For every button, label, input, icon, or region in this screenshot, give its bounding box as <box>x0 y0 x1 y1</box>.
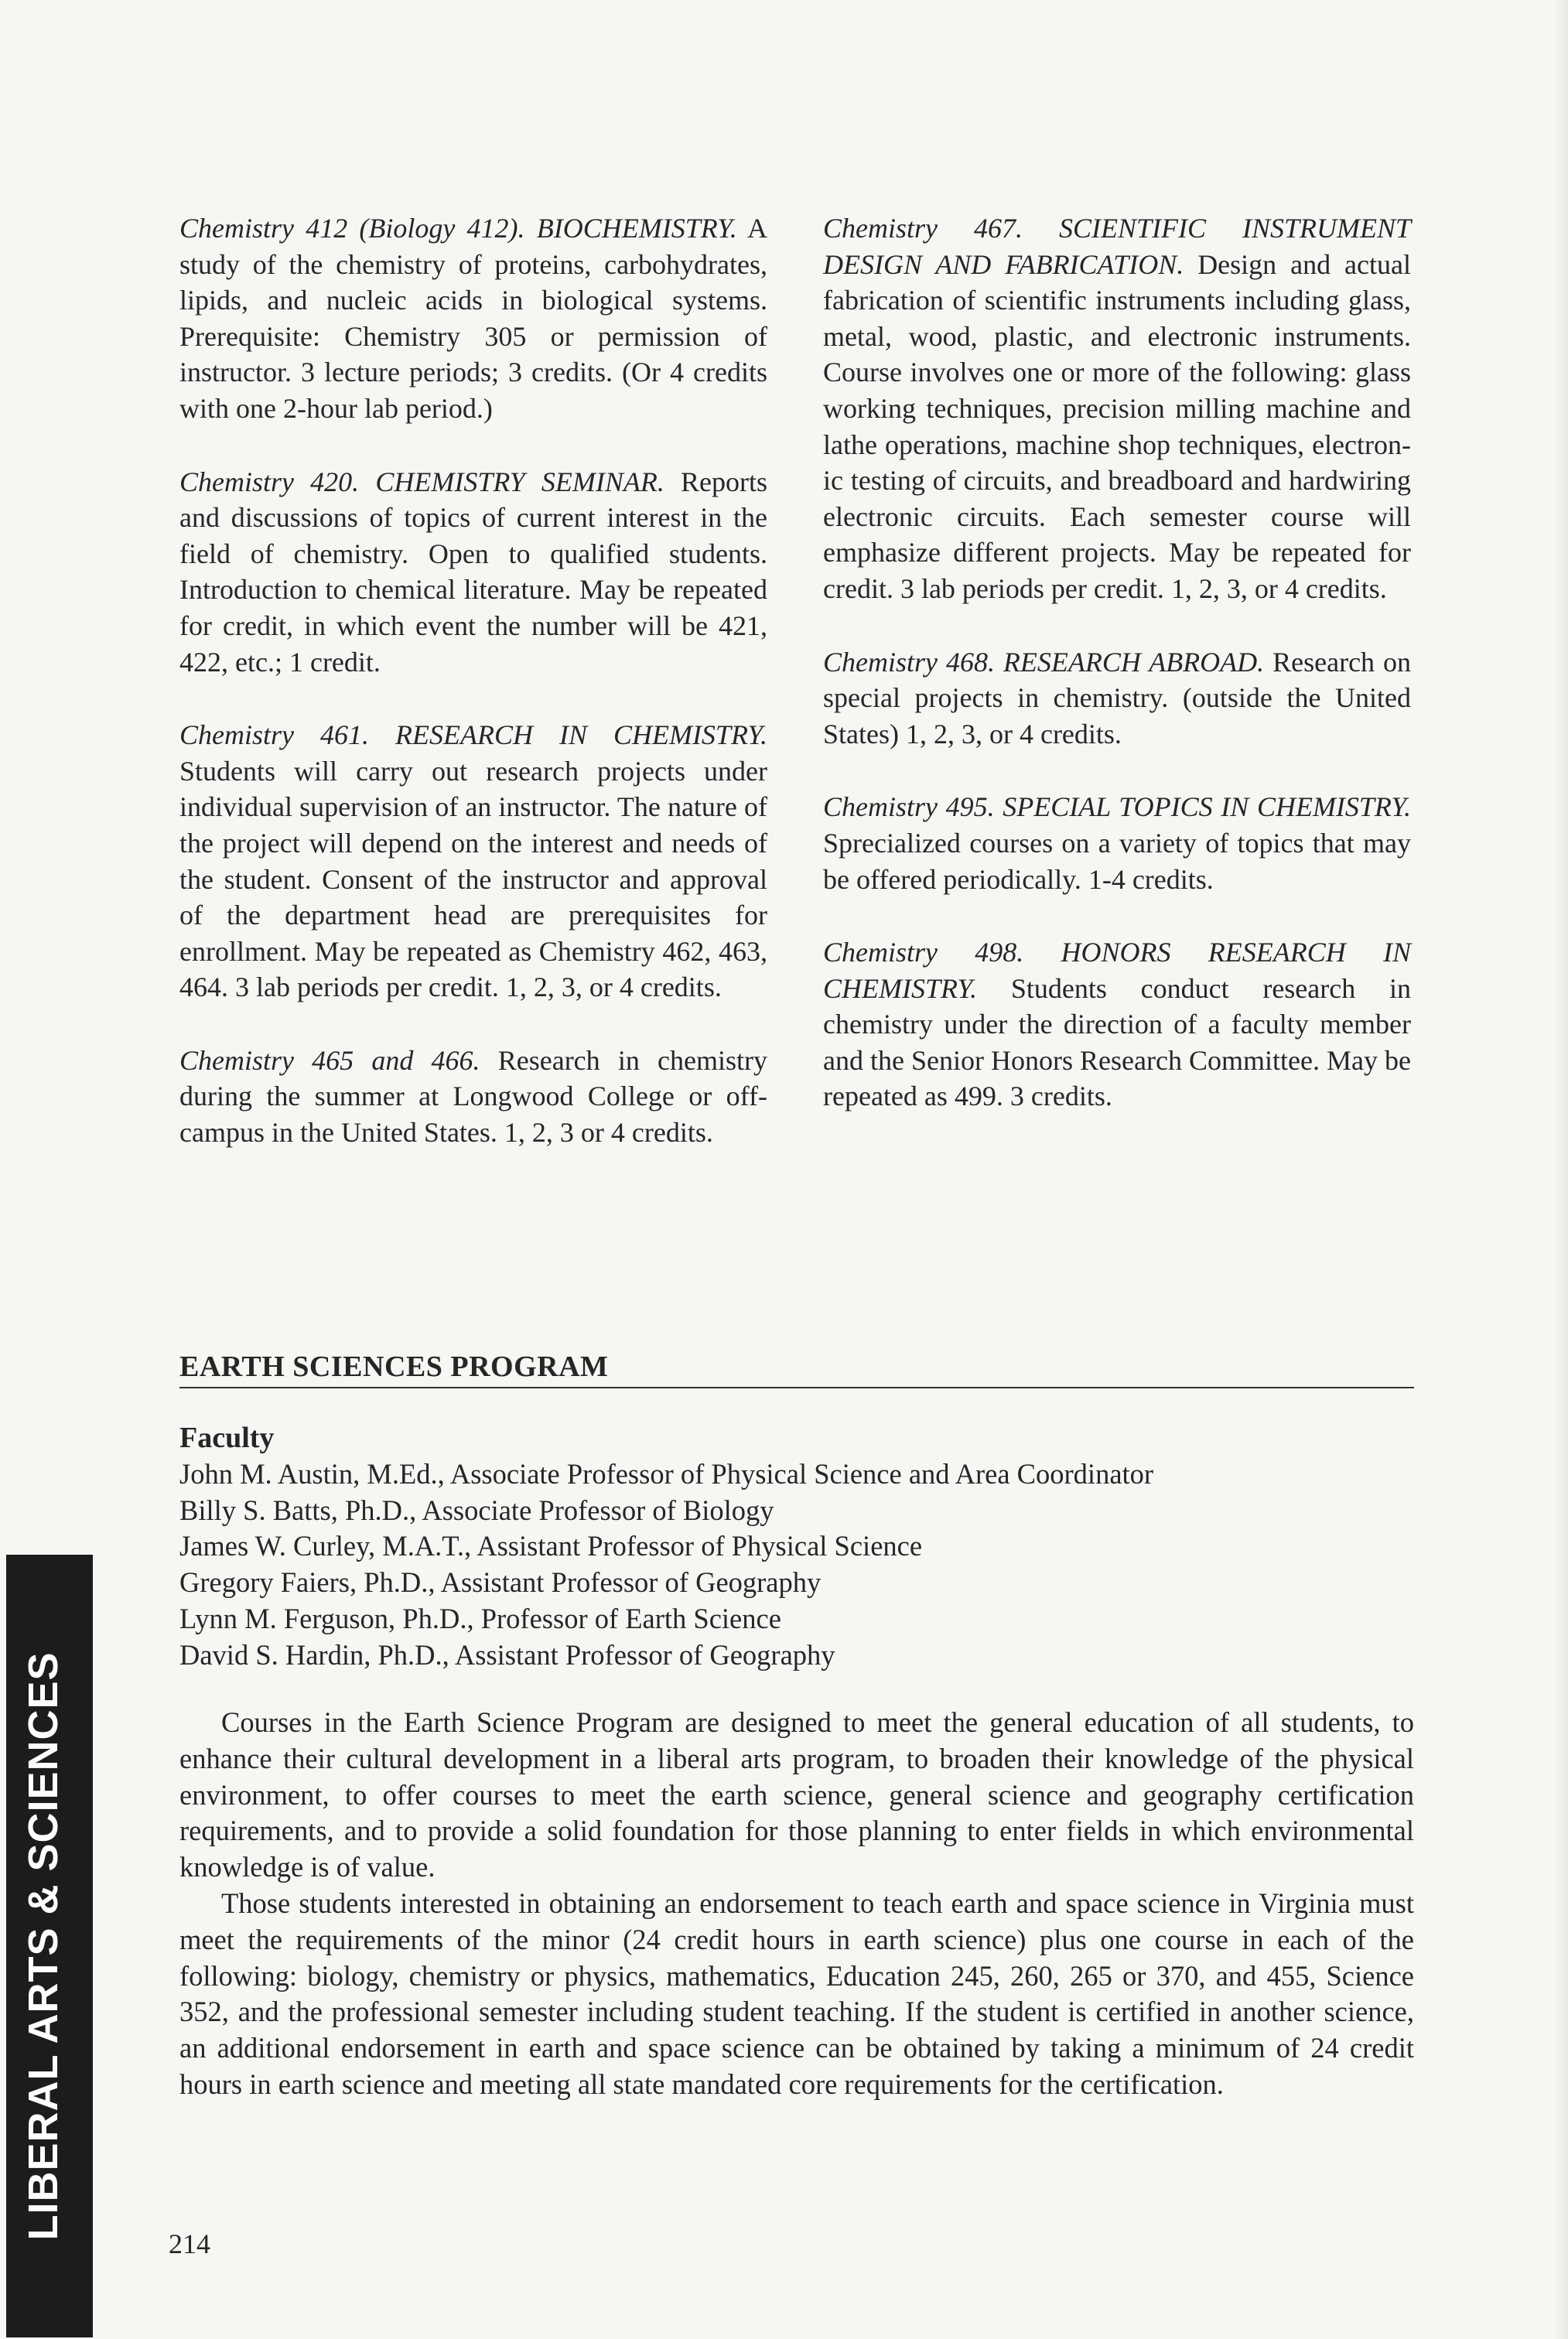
faculty-member: John M. Austin, M.Ed., Associate Professor of Physical Science and Area Coordinator <box>179 1457 1154 1490</box>
course-number: Chemistry 461. <box>179 719 369 751</box>
course-number: Chemistry 468. <box>823 646 995 678</box>
course-title: BIOCHEMISTRY. <box>536 213 737 244</box>
program-description <box>179 1705 1414 2103</box>
section-heading: EARTH SCIENCES PROGRAM <box>179 1350 1414 1388</box>
course-entry-chem-461 <box>179 717 767 1006</box>
page-edge-shadow <box>1554 0 1568 2339</box>
course-title: HONORS RESEARCH IN CHEMISTRY. <box>823 937 1411 1004</box>
course-entry-chem-498 <box>823 934 1411 1115</box>
course-entry-chem-465-466 <box>179 1043 767 1151</box>
course-description: Students conduct research in chemistry under the direction of a faculty member and the Senior Honors Research Committee. May be repeated as 499. 3 credits. <box>823 972 1411 1112</box>
course-entry-chem-420 <box>179 464 767 681</box>
course-description: Students will carry out research projects under individual supervision of an instructor. The nature of the project will depend on the interest and needs of the student. Consent of the instructor and approval of the department head are prerequisites for enrollment. May be repeated as Chemistry 462, 463, 464. 3 lab periods per credit. 1, 2, 3, or 4 credits. <box>179 755 767 1003</box>
left-column <box>179 210 767 1188</box>
course-number: Chemistry 412 (Biology 412). <box>179 213 525 244</box>
course-description: Research on special projects in chemistry. (outside the United States) 1, 2, 3, or 4 credits. <box>823 646 1412 750</box>
side-tab-label: LIBERAL ARTS & SCIENCES <box>20 1651 67 2241</box>
course-entry-chem-412 <box>179 210 767 427</box>
course-entry-chem-468 <box>823 644 1411 753</box>
faculty-member: James W. Curley, M.A.T., Assistant Professor of Physical Science <box>179 1530 923 1562</box>
course-number: Chemistry 495. <box>823 791 995 823</box>
course-title: RESEARCH IN CHEMISTRY. <box>395 719 768 751</box>
faculty-label: Faculty <box>179 1422 275 1454</box>
course-title: SPECIAL TOPICS IN CHEMISTRY. <box>1003 791 1411 823</box>
right-column <box>823 210 1411 1152</box>
faculty-list <box>179 1420 1448 1674</box>
course-description: A study of the chemistry of proteins, carbohydrates, lipids, and nucleic acids in biological systems. Prerequisite: Chemistry 305 or permission of instructor. 3 lecture periods; 3 credits. (Or 4 credits with one 2-hour lab period.) <box>179 213 767 424</box>
faculty-member: Gregory Faiers, Ph.D., Assistant Professor of Geography <box>179 1566 822 1599</box>
page-number: 214 <box>169 2228 210 2259</box>
course-description: Design and actual fabrication of scientific instruments including glass, metal, wood, plastic, and electronic instruments. Course involves one or more of the following: glass working techniques, precision milling machine and lathe operations, machine shop techniques, electronic testing of circuits, and breadboard and hardwiring electronic circuits. Each semester course will emphasize different projects. May be repeated for credit. 3 lab periods per credit. 1, 2, 3, or 4 credits. <box>823 248 1411 604</box>
faculty-member: Billy S. Batts, Ph.D., Associate Professor of Biology <box>179 1494 774 1526</box>
course-title: SCIENTIFIC INSTRUMENT DESIGN AND FABRICATION. <box>823 213 1411 280</box>
course-title: RESEARCH ABROAD. <box>1003 646 1265 678</box>
body-paragraph: Courses in the Earth Science Program are designed to meet the general education of all students, to enhance their cultural development in a liberal arts program, to broaden their knowledge of the physical environment, to offer courses to meet the earth science, general science and geography certification requirements, and to provide a solid foundation for those planning to enter fields in which environmental knowledge is of value. <box>179 1706 1414 1883</box>
course-entry-chem-495 <box>823 789 1411 897</box>
faculty-member: Lynn M. Ferguson, Ph.D., Professor of Earth Science <box>179 1602 781 1634</box>
course-title: CHEMISTRY SEMINAR. <box>375 466 664 497</box>
course-description: Research in chemistry during the summer at Longwood College or off-campus in the United States. 1, 2, 3 or 4 credits. <box>179 1044 767 1149</box>
body-paragraph: Those students interested in obtaining an endorsement to teach earth and space science in Virginia must meet the requirements of the minor (24 credit hours in earth science) plus one course in each of the following: biology, chemistry or physics, mathematics, Education 245, 260, 265 or 370, and 455, Science 352, and the professional semester including student teaching. If the student is certified in another science, an additional endorsement in earth and space science can be obtained by taking a minimum of 24 credit hours in earth science and meeting all state mandated core requirements for the certification. <box>179 1887 1414 2100</box>
faculty-member: David S. Hardin, Ph.D., Assistant Professor of Geography <box>179 1638 835 1671</box>
course-description: Sprecialized courses on a variety of topics that may be offered periodically. 1-4 credits. <box>823 827 1411 895</box>
course-number: Chemistry 420. <box>179 466 360 497</box>
course-number: Chemistry 465 and 466. <box>179 1044 480 1076</box>
course-number: Chemistry 498. <box>823 937 1024 968</box>
course-entry-chem-467 <box>823 210 1411 607</box>
course-description: Reports and discussions of topics of current interest in the field of chemistry. Open to qualified students. Introduction to chemical literature. May be repeated for credit, in which event the number will be 421, 422, etc.; 1 credit. <box>179 466 768 678</box>
course-number: Chemistry 467. <box>823 213 1023 244</box>
